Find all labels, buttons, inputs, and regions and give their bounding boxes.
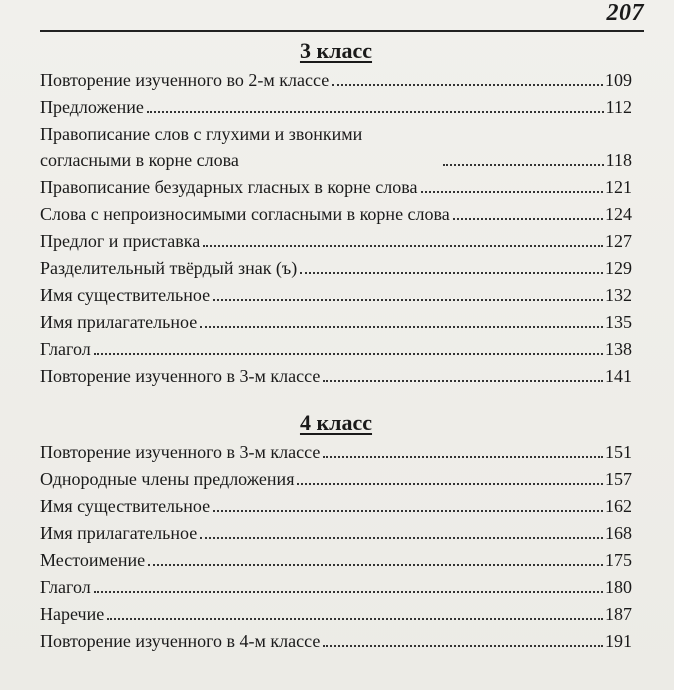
toc-entry-page: 157 — [605, 469, 632, 489]
dot-leader — [94, 353, 603, 355]
toc-entry-title-line1: Правописание слов с глухими и звонкими — [40, 124, 363, 144]
dot-leader — [203, 245, 603, 247]
toc-entry-title: Имя существительное — [40, 496, 211, 516]
toc-entry-title: Повторение изученного в 3-м классе — [40, 442, 321, 462]
toc-list — [40, 438, 632, 654]
dot-leader — [200, 537, 603, 539]
toc-entry-page: 129 — [605, 258, 632, 278]
toc-entry-title: Имя прилагательное — [40, 523, 198, 543]
header-rule — [40, 30, 644, 32]
toc-entry-title: Имя существительное — [40, 285, 211, 305]
toc-entry — [40, 492, 632, 519]
toc-list — [40, 66, 632, 389]
toc-entry-page: 191 — [605, 631, 632, 651]
toc-entry — [40, 465, 632, 492]
section-title: 4 класс — [299, 410, 373, 435]
toc-entry — [40, 573, 632, 600]
toc-entry-page: 175 — [605, 550, 632, 570]
toc-entry-title: Предлог и приставка — [40, 231, 201, 251]
toc-entry-title: Разделительный твёрдый знак (ъ) — [40, 258, 298, 278]
dot-leader — [323, 380, 603, 382]
toc-entry-title: Наречие — [40, 604, 105, 624]
dot-leader — [107, 618, 603, 620]
toc-entry-title: Слова с непроизносимыми согласными в корне слова — [40, 204, 450, 224]
toc-entry-title: Предложение — [40, 97, 144, 117]
toc-entry — [40, 254, 632, 281]
dot-leader — [94, 591, 603, 593]
toc-entry-page: 112 — [605, 97, 632, 117]
toc-entry — [40, 227, 632, 254]
dot-leader — [323, 645, 603, 647]
toc-entry — [40, 438, 632, 465]
dot-leader — [300, 272, 603, 274]
toc-entry-title: Повторение изученного в 4-м классе — [40, 631, 321, 651]
toc-entry — [40, 120, 632, 173]
toc-entry-page: 187 — [605, 604, 632, 624]
toc-entry-title-line2: согласными в корне слова — [40, 150, 239, 170]
toc-entry-page: 109 — [605, 70, 632, 90]
dot-leader — [297, 483, 603, 485]
dot-leader — [453, 218, 603, 220]
toc-entry-page: 162 — [605, 496, 632, 516]
toc-entry-page: 127 — [605, 231, 632, 251]
page-number: 207 — [606, 0, 644, 26]
dot-leader — [200, 326, 603, 328]
toc-entry-page: 118 — [605, 150, 632, 170]
section-title: 3 класс — [299, 38, 373, 63]
toc-entry-page: 121 — [605, 177, 632, 197]
toc-entry — [40, 66, 632, 93]
toc-entry-title — [40, 121, 440, 173]
toc-entry — [40, 308, 632, 335]
toc-entry-page: 180 — [605, 577, 632, 597]
toc-entry — [40, 93, 632, 120]
toc-entry-title: Местоимение — [40, 550, 146, 570]
dot-leader — [421, 191, 603, 193]
toc-entry-page: 132 — [605, 285, 632, 305]
section-grade-4 — [40, 408, 632, 654]
dot-leader — [148, 564, 603, 566]
toc-entry — [40, 600, 632, 627]
toc-entry-page: 124 — [605, 204, 632, 224]
toc-entry-page: 141 — [605, 366, 632, 386]
toc-entry-title: Однородные члены предложения — [40, 469, 295, 489]
toc-entry — [40, 281, 632, 308]
dot-leader — [147, 111, 604, 113]
toc-entry-page: 151 — [605, 442, 632, 462]
toc-entry-page: 138 — [605, 339, 632, 359]
dot-leader — [443, 164, 604, 166]
toc-entry-title: Глагол — [40, 577, 91, 597]
dot-leader — [323, 456, 603, 458]
toc-entry-page: 168 — [605, 523, 632, 543]
toc-entry — [40, 362, 632, 389]
dot-leader — [213, 510, 603, 512]
toc-entry — [40, 200, 632, 227]
toc-entry-title: Имя прилагательное — [40, 312, 198, 332]
toc-entry-page: 135 — [605, 312, 632, 332]
section-grade-3 — [40, 36, 632, 389]
dot-leader — [213, 299, 603, 301]
dot-leader — [332, 84, 603, 86]
toc-entry-title: Глагол — [40, 339, 91, 359]
toc-entry — [40, 335, 632, 362]
toc-entry — [40, 519, 632, 546]
toc-entry-title: Правописание безударных гласных в корне слова — [40, 177, 418, 197]
toc-entry-title: Повторение изученного во 2-м классе — [40, 70, 330, 90]
toc-entry-title: Повторение изученного в 3-м классе — [40, 366, 321, 386]
toc-entry — [40, 173, 632, 200]
toc-entry — [40, 546, 632, 573]
toc-entry — [40, 627, 632, 654]
